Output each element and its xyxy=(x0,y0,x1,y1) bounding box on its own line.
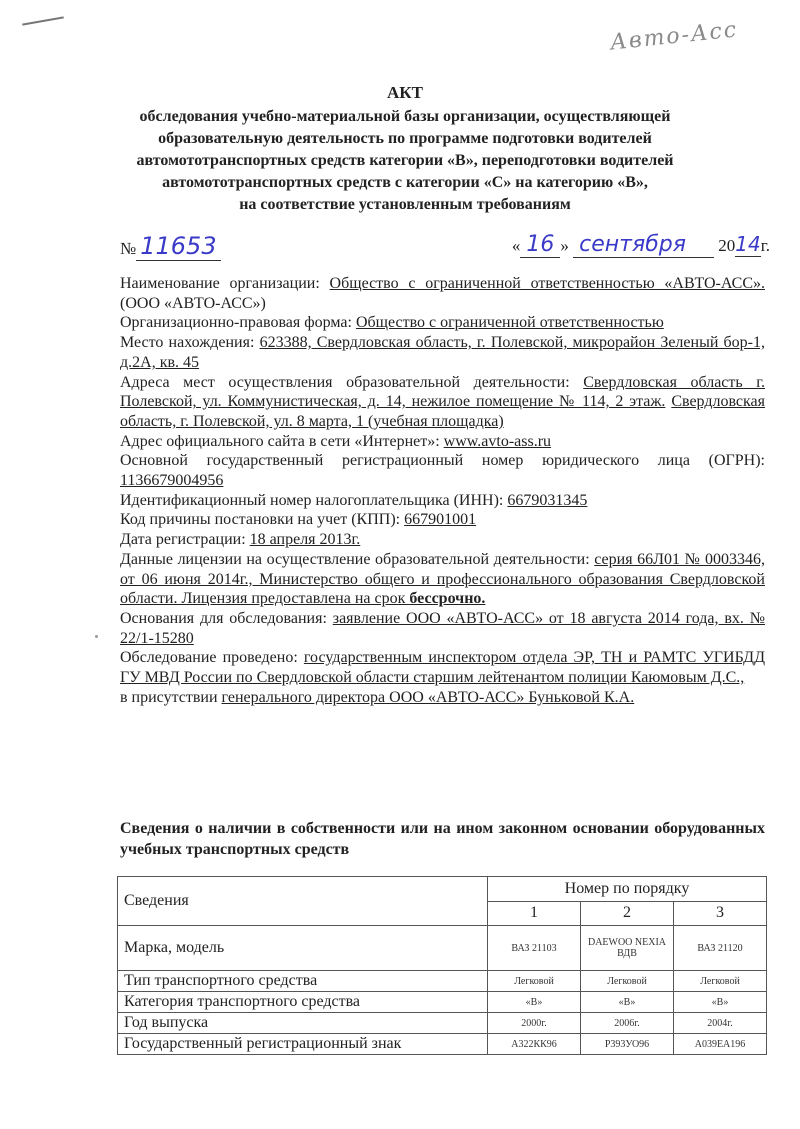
location-field xyxy=(120,333,765,372)
corner-handwritten-note: Авто-Асс xyxy=(609,17,740,56)
org-name-short: (ООО «АВТО-АСС») xyxy=(120,294,266,312)
col-header-info: Сведения xyxy=(118,877,488,926)
license-label: Данные лицензии на осуществление образовательной деятельности: xyxy=(120,550,595,568)
table-cell: Легковой xyxy=(581,971,674,992)
table-cell: «В» xyxy=(674,992,767,1013)
row-label: Марка, модель xyxy=(118,926,488,971)
table-row xyxy=(118,971,767,992)
table-cell: ВАЗ 21120 xyxy=(674,926,767,971)
table-cell: ВАЗ 21103 xyxy=(488,926,581,971)
reg-date-value: 18 апреля 2013г. xyxy=(249,531,361,549)
title-line: автомототранспортных средств с категории «С» на категорию «В», xyxy=(162,174,648,191)
num-cell: 1 xyxy=(488,901,581,926)
org-name-value: Общество с ограниченной ответственностью «АВТО-АСС». xyxy=(329,275,765,292)
row-label: Категория транспортного средства xyxy=(118,992,488,1013)
inspector-value: государственным инспектором отдела ЭР, ТН и РАМТС УГИБДД ГУ МВД России по Свердловской области старшим лейтенантом полиции Каюмовым Д.С., xyxy=(120,649,765,687)
vehicles-table xyxy=(117,876,767,1055)
num-cell: 2 xyxy=(581,901,674,926)
title-line: образовательную деятельность по программе подготовки водителей xyxy=(158,130,652,147)
num-header: Номер по порядку xyxy=(488,877,767,902)
date-year-prefix: 20 xyxy=(718,236,736,255)
addresses-value-1: Свердловская область г. Полевской, ул. Коммунистическая, д. 14, нежилое помещение № 114, 2 этаж. xyxy=(120,373,765,411)
presence-label: в присутствии xyxy=(120,688,222,706)
basis-value: заявление ООО «АВТО-АСС» от 18 августа 2014 года, вх. № 22/1-15280 xyxy=(120,609,765,647)
date-quote-close: » xyxy=(560,236,569,255)
legal-form-field xyxy=(120,313,765,333)
website-value: www.avto-ass.ru xyxy=(443,432,552,450)
row-label: Тип транспортного средства xyxy=(118,971,488,992)
presence-value: генерального директора ООО «АВТО-АСС» Буньковой К.А. xyxy=(221,688,635,706)
license-value: серия 66Л01 № 0003346, от 06 июня 2014г., Министерство общего и профессионального образования Свердловской области. Лицензия предоставлена на срок xyxy=(120,550,765,608)
document-title xyxy=(110,82,700,216)
license-field xyxy=(120,550,765,609)
kpp-field xyxy=(120,510,765,530)
table-cell: «В» xyxy=(581,992,674,1013)
legal-form-label: Организационно-правовая форма: xyxy=(120,314,356,332)
ogrn-label: Основной государственный регистрационный номер юридического лица (ОГРН): xyxy=(120,452,765,470)
org-name-field xyxy=(120,274,765,313)
ogrn-value: 1136679004956 xyxy=(120,472,224,490)
act-details xyxy=(120,274,765,707)
row-label: Государственный регистрационный знак xyxy=(118,1034,488,1055)
title-akt: АКТ xyxy=(387,83,423,102)
inn-label: Идентификационный номер налогоплательщика (ИНН): xyxy=(120,491,508,509)
addresses-value-2: Свердловская область, г. Полевской, ул. 8 марта, 1 (учебная площадка) xyxy=(120,393,766,430)
website-field xyxy=(120,432,765,452)
addresses-field xyxy=(120,373,765,432)
corner-pen-mark xyxy=(22,16,64,25)
act-number-prefix: № xyxy=(120,239,137,258)
website-label: Адрес официального сайта в сети «Интернет»: xyxy=(120,432,444,450)
scan-speck xyxy=(95,635,98,638)
table-row xyxy=(118,992,767,1013)
table-cell: А039ЕА196 xyxy=(674,1034,767,1055)
location-value: 623388, Свердловская область, г. Полевской, микрорайон Зеленый бор-1, д.2А, кв. 45 xyxy=(120,334,766,371)
date-day: 16 xyxy=(520,232,560,258)
row-label: Год выпуска xyxy=(118,1013,488,1034)
ogrn-field xyxy=(120,451,765,490)
basis-field xyxy=(120,609,765,648)
table-row xyxy=(118,926,767,971)
title-line: на соответствие установленным требованиям xyxy=(239,196,571,213)
presence-field xyxy=(120,688,765,708)
kpp-label: Код причины постановки на учет (КПП): xyxy=(120,511,405,529)
inspector-field xyxy=(120,648,765,687)
table-header-row xyxy=(118,877,767,902)
inn-field xyxy=(120,491,765,511)
date-month: сентября xyxy=(573,232,714,258)
license-term: бессрочно. xyxy=(409,590,486,608)
date-quote-open: « xyxy=(511,236,521,255)
table-cell: DAEWOO NEXIA ВДВ xyxy=(581,926,674,971)
table-cell: «В» xyxy=(488,992,581,1013)
title-line: автомототранспортных средств категории «В», переподготовки водителей xyxy=(136,152,674,169)
title-line: обследования учебно-материальной базы организации, осуществляющей xyxy=(139,108,671,125)
table-cell: А322КК96 xyxy=(488,1034,581,1055)
act-number xyxy=(120,232,221,260)
date-year-end: г. xyxy=(760,236,770,255)
org-name-label: Наименование организации: xyxy=(120,275,330,292)
act-number-value: 11653 xyxy=(136,232,220,261)
addresses-label: Адреса мест осуществления образовательной деятельности: xyxy=(120,373,584,391)
reg-date-label: Дата регистрации: xyxy=(120,531,250,549)
inspector-label: Обследование проведено: xyxy=(120,649,304,667)
act-date xyxy=(512,232,770,257)
act-number-date-line xyxy=(120,232,770,262)
table-row xyxy=(118,1013,767,1034)
table-cell: 2000г. xyxy=(488,1013,581,1034)
kpp-value: 667901001 xyxy=(404,511,477,529)
table-row xyxy=(118,1034,767,1055)
date-year-suffix: 14 xyxy=(735,232,761,256)
location-label: Место нахождения: xyxy=(120,334,260,352)
table-cell: Легковой xyxy=(674,971,767,992)
legal-form-value: Общество с ограниченной ответственностью xyxy=(355,314,664,332)
section-title: Сведения о наличии в собственности или на ином законном основании оборудованных учебных транспортных средств xyxy=(120,820,765,858)
inn-value: 6679031345 xyxy=(507,491,588,509)
table-cell: 2004г. xyxy=(674,1013,767,1034)
table-cell: Р393УО96 xyxy=(581,1034,674,1055)
reg-date-field xyxy=(120,530,765,550)
table-cell: 2006г. xyxy=(581,1013,674,1034)
basis-label: Основания для обследования: xyxy=(120,609,333,627)
table-cell: Легковой xyxy=(488,971,581,992)
num-cell: 3 xyxy=(674,901,767,926)
